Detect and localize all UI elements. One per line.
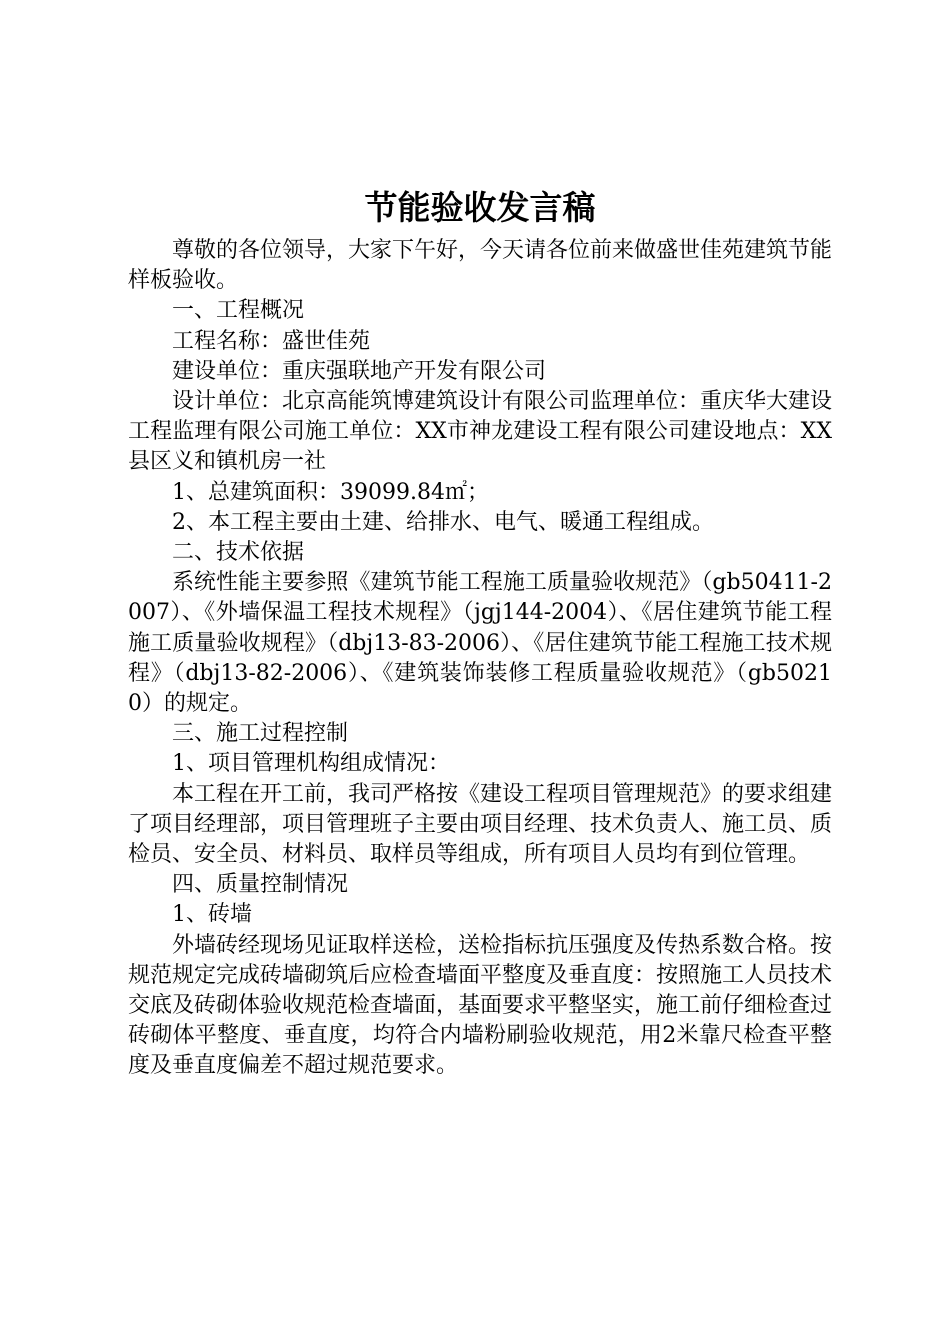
heading-process-control: 三、施工过程控制: [172, 721, 349, 747]
paragraph-project-name: 工程名称：盛世佳苑: [172, 328, 371, 354]
paragraph-management-team: 本工程在开工前，我司严格按《建设工程项目管理规范》的要求组建了项目经理部，项目管理班子主要由项目经理、技术负责人、施工员、质检员、安全员、材料员、取样员等组成，所有项目人员均有到位管理。: [128, 781, 833, 868]
paragraph-brick-wall-inspection: 外墙砖经现场见证取样送检，送检指标抗压强度及传热系数合格。按规范规定完成砖墙砌筑后应检查墙面平整度及垂直度：按照施工人员技术交底及砖砌体验收规范检查墙面，基面要求平整坚实，施工前仔细检查过砖砌体平整度、垂直度，均符合内墙粉刷验收规范，用2米靠尺检查平整度及垂直度偏差不超过规范要求。: [128, 932, 833, 1079]
heading-project-overview: 一、工程概况: [172, 298, 305, 324]
document-title: 节能验收发言稿: [364, 188, 596, 227]
paragraph-standards: 系统性能主要参照《建筑节能工程施工质量验收规范》（gb50411-2007）、《外墙保温工程技术规程》（jgj144-2004）、《居住建筑节能工程施工质量验收规程》（dbj13-83-2006）、《居住建筑节能工程施工技术规程》（dbj13-82-2006）、《建筑装饰装修工程质量验收规范》（gb50210）的规定。: [128, 570, 832, 717]
document-body: [128, 236, 832, 1082]
paragraph-design-supervision-units: 设计单位：北京高能筑博建筑设计有限公司监理单位：重庆华大建设工程监理有限公司施工单位：XX市神龙建设工程有限公司建设地点：XX县区义和镇机房一社: [128, 389, 833, 475]
paragraph-construction-unit: 建设单位：重庆强联地产开发有限公司: [172, 358, 547, 384]
heading-technical-basis: 二、技术依据: [172, 540, 305, 566]
heading-management-structure: 1、项目管理机构组成情况：: [172, 751, 450, 777]
paragraph-project-composition: 2、本工程主要由土建、给排水、电气、暖通工程组成。: [172, 509, 714, 535]
paragraph-total-area: 1、总建筑面积：39099.84㎡；: [172, 479, 489, 505]
paragraph-greeting: 尊敬的各位领导，大家下午好，今天请各位前来做盛世佳苑建筑节能样板验收。: [128, 238, 833, 294]
heading-brick-wall: 1、砖墙: [172, 902, 252, 928]
heading-quality-control: 四、质量控制情况: [172, 872, 349, 898]
